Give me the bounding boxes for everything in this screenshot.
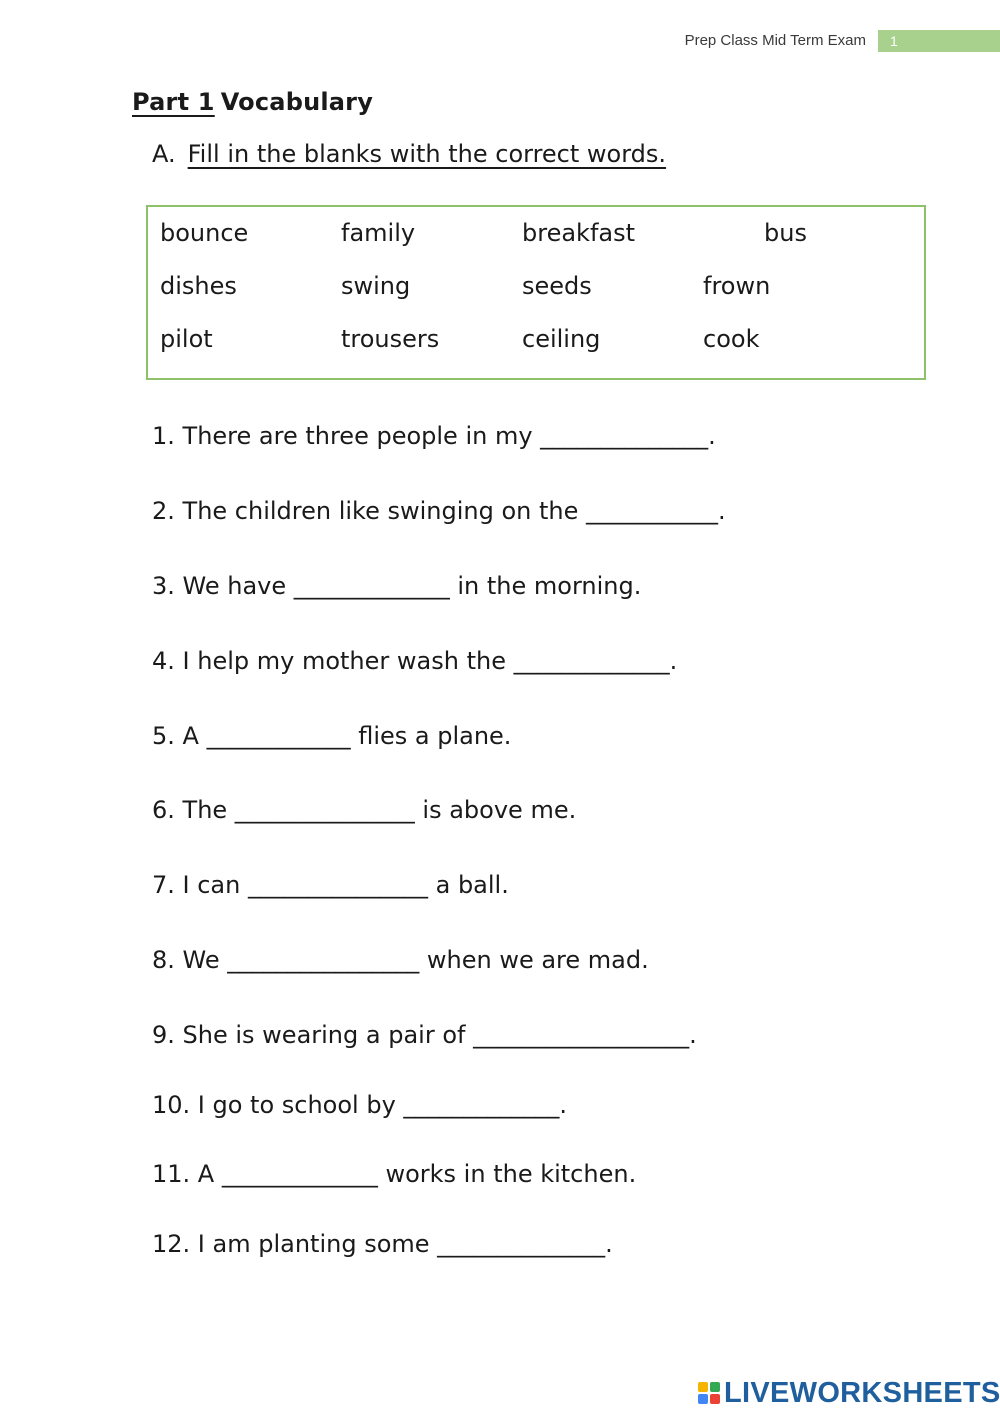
word-bank-item: frown [703, 272, 771, 300]
word-bank-item: family [341, 219, 416, 247]
liveworksheets-logo[interactable] [698, 1376, 1000, 1410]
question-12[interactable]: 12. I am planting some ______________. [152, 1230, 613, 1258]
word-bank-item: trousers [341, 325, 440, 353]
question-2[interactable]: 2. The children like swinging on the ___________. [152, 497, 726, 525]
word-bank-item: bounce [160, 219, 249, 247]
question-11[interactable]: 11. A _____________ works in the kitchen. [152, 1160, 637, 1188]
section-instruction: Fill in the blanks with the correct words. [187, 140, 667, 168]
part-heading [122, 88, 373, 116]
question-8[interactable]: 8. We ________________ when we are mad. [152, 946, 649, 974]
section-letter: A. [152, 140, 176, 168]
page-number-badge: 1 [878, 30, 1000, 52]
question-3[interactable]: 3. We have _____________ in the morning. [152, 572, 642, 600]
question-9[interactable]: 9. She is wearing a pair of __________________. [152, 1021, 697, 1049]
question-6[interactable]: 6. The _______________ is above me. [152, 796, 577, 824]
part-label: Part 1 [132, 88, 215, 116]
word-bank-item: pilot [160, 325, 213, 353]
word-bank-item: ceiling [522, 325, 601, 353]
question-1[interactable]: 1. There are three people in my ______________. [152, 422, 716, 450]
word-bank-item: swing [341, 272, 411, 300]
page-header-title: Prep Class Mid Term Exam [684, 32, 866, 49]
word-bank-item: bus [764, 219, 807, 247]
part-title: Vocabulary [220, 88, 374, 116]
section-heading [152, 140, 666, 168]
question-10[interactable]: 10. I go to school by _____________. [152, 1091, 568, 1119]
word-bank-box [146, 205, 926, 380]
word-bank-item: breakfast [522, 219, 636, 247]
word-bank-item: dishes [160, 272, 237, 300]
word-bank-item: cook [703, 325, 760, 353]
question-4[interactable]: 4. I help my mother wash the _____________. [152, 647, 678, 675]
word-bank-item: seeds [522, 272, 592, 300]
liveworksheets-logo-icon [698, 1382, 720, 1404]
logo-text: LIVEWORKSHEETS [724, 1376, 1000, 1409]
question-5[interactable]: 5. A ____________ flies a plane. [152, 722, 512, 750]
question-7[interactable]: 7. I can _______________ a ball. [152, 871, 509, 899]
